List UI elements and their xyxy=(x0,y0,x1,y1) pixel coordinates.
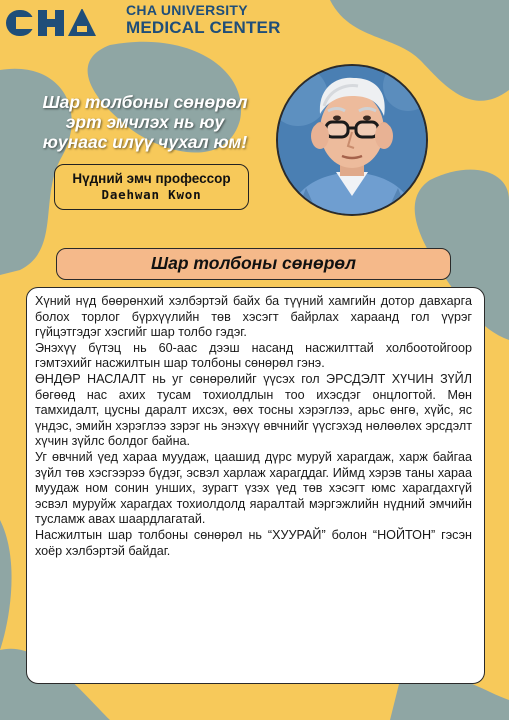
section-title: Шар толбоны сөнөрөл xyxy=(151,253,356,273)
headline-line: юунаас илүү чухал юм! xyxy=(42,132,248,152)
doctor-title: Нүдний эмч профессор xyxy=(72,171,231,186)
org-line-2: MEDICAL CENTER xyxy=(126,18,281,37)
section-title-banner xyxy=(56,248,451,280)
body-paragraph: Хүний нүд бөөрөнхий хэлбэртэй байх ба түүний хамгийн дотор давхарга болох торлог бүрхүүлийн төв хэсэгт байрлах хараанд гол үүрэг гүйцэтгэдэг хэсгийг шар толбо гэдэг. xyxy=(35,294,472,340)
headline-line: Шар толбоны сөнөрөл xyxy=(42,92,248,112)
doctor-portrait-photo xyxy=(276,64,428,216)
body-text-card xyxy=(26,287,485,684)
headline-line: эрт эмчлэх нь юу xyxy=(65,112,225,132)
body-paragraph: ӨНДӨР НАСЛАЛТ нь уг сөнөрөлийг үүсэх гол ЭРСДЭЛТ ХҮЧИН ЗҮЙЛ бөгөөд нас ахих тусам тохиолдлын тоо ихэсдэг онцлогтой. Мөн тамхидалт, цусны даралт ихсэх, өөх тосны хэрэглээ, арьс өнгө, хүйс, яс үндэс, эмийн хэрэглээ зэрэг нь энэхүү өвчнийг үүсгэхэд нөлөөлөх эрсдэлт хүчин зүйлс болдог байна. xyxy=(35,371,472,449)
portrait-illustration xyxy=(278,66,426,214)
org-line-1: CHA UNIVERSITY xyxy=(126,2,248,18)
doctor-name: Daehwan Kwon xyxy=(101,187,202,202)
headline xyxy=(14,92,276,152)
cha-logo-icon xyxy=(6,4,106,40)
body-paragraph: Энэхүү бүтэц нь 60-аас дээш насанд насжилттай холбоотойгоор гэмтэхийг насжилтын шар толбоны сөнөрөл гэнэ. xyxy=(35,340,472,371)
doctor-credential-box xyxy=(54,164,249,210)
body-paragraph: Насжилтын шар толбоны сөнөрөл нь “ХУУРАЙ” болон “НОЙТОН” гэсэн хоёр хэлбэртэй байдаг. xyxy=(35,527,472,558)
organization-name xyxy=(126,2,281,38)
body-paragraph: Уг өвчний үед хараа муудаж, цаашид дүрс муруй харагдаж, харж байгаа зүйл төв хэсгээрээ бүдэг, эсвэл харлаж харагддаг. Иймд хэрэв таны хараа муудаж ном сонин унших, зурагт үзэх үед төв хэсэгт юмс харагдахгүй эсвэл муруйж харагдах тохиолдолд яаралтай мэргэжлийн нүдний эмчийн тусламж авах шаардлагатай. xyxy=(35,449,472,527)
